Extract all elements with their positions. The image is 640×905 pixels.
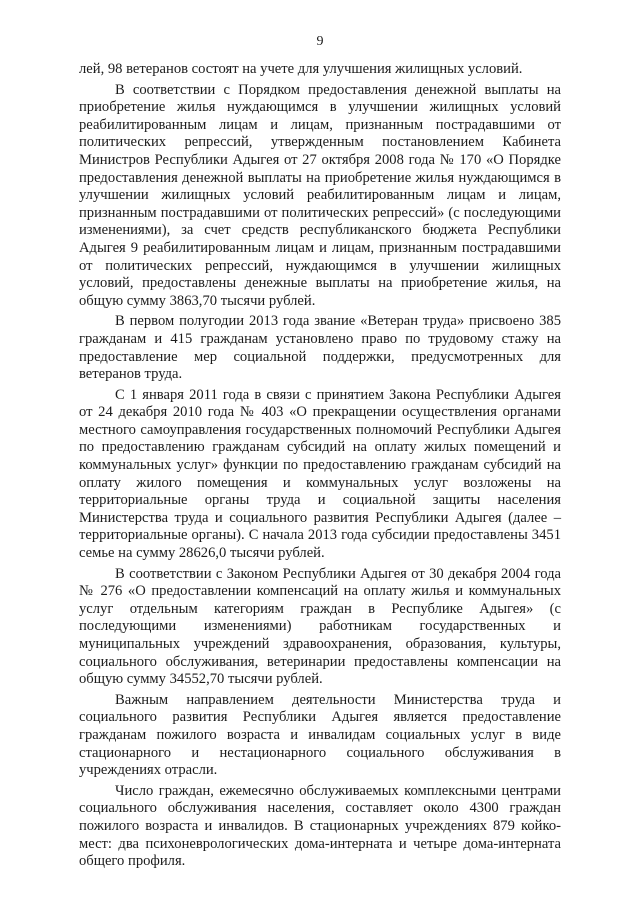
paragraph-service-centers: Число граждан, ежемесячно обслуживаемых комплексными центрами социального обслуживания населения, составляет около 4300 граждан пожилого возраста и инвалидов. В стационарных учреждениях 879 койко-мест: два психоневрологических дома-интерната и четыре дома-интерната общего профиля. [79,782,561,870]
paragraph-compensations: В соответствии с Законом Республики Адыгея от 30 декабря 2004 года № 276 «О предоставлении компенсаций на оплату жилья и коммунальных услуг отдельным категориям граждан в Республике Адыгея» (с последующими изменениями) работникам государственных и муниципальных учреждений здравоохранения, образования, культуры, социального обслуживания, ветеринарии предоставлены компенсации на общую сумму 34552,70 тысячи рублей. [79,565,561,688]
document-body [79,61,561,874]
paragraph-rehabilitated-housing: В соответствии с Порядком предоставления денежной выплаты на приобретение жилья нуждающимся в улучшении жилищных условий реабилитированным лицам и лицам, признанным пострадавшими от политических репрессий, утвержденным постановлением Кабинета Министров Республики Адыгея от 27 октября 2008 года № 170 «О Порядке предоставления денежной выплаты на приобретение жилья нуждающимся в улучшении жилищных условий реабилитированным лицам и лицам, признанным пострадавшими от политических репрессий» (с последующими изменениями), за счет средств республиканского бюджета Республики Адыгея 9 реабилитированным лицам и лицам, признанным пострадавшими от политических репрессий, нуждающимся в улучшении жилищных условий, предоставлены денежные выплаты на приобретение жилья, на общую сумму 3863,70 тысячи рублей. [79,81,561,309]
paragraph-social-services: Важным направлением деятельности Министерства труда и социального развития Республики Адыгея является предоставление гражданам пожилого возраста и инвалидам социальных услуг в виде стационарного и нестационарного социального обслуживания в учреждениях отрасли. [79,691,561,779]
page-number: 9 [316,34,324,49]
paragraph-labor-veteran: В первом полугодии 2013 года звание «Ветеран труда» присвоено 385 гражданам и 415 гражданам установлено право по трудовому стажу на предоставление мер социальной поддержки, предусмотренных для ветеранов труда. [79,313,561,383]
paragraph-housing-subsidies: С 1 января 2011 года в связи с принятием Закона Республики Адыгея от 24 декабря 2010 года № 403 «О прекращении осуществления органами местного самоуправления государственных полномочий Республики Адыгея по предоставлению гражданам субсидий на оплату жилых помещений и коммунальных услуг» функции по предоставлению гражданам субсидий на оплату жилого помещения и коммунальных услуг возложены на территориальные органы труда и социальной защиты населения Министерства труда и социального развития Республики Адыгея (далее – территориальные органы). С начала 2013 года субсидии предоставлены 3451 семье на сумму 28626,0 тысячи рублей. [79,386,561,562]
paragraph-continuation: лей, 98 ветеранов состоят на учете для улучшения жилищных условий. [79,61,523,77]
